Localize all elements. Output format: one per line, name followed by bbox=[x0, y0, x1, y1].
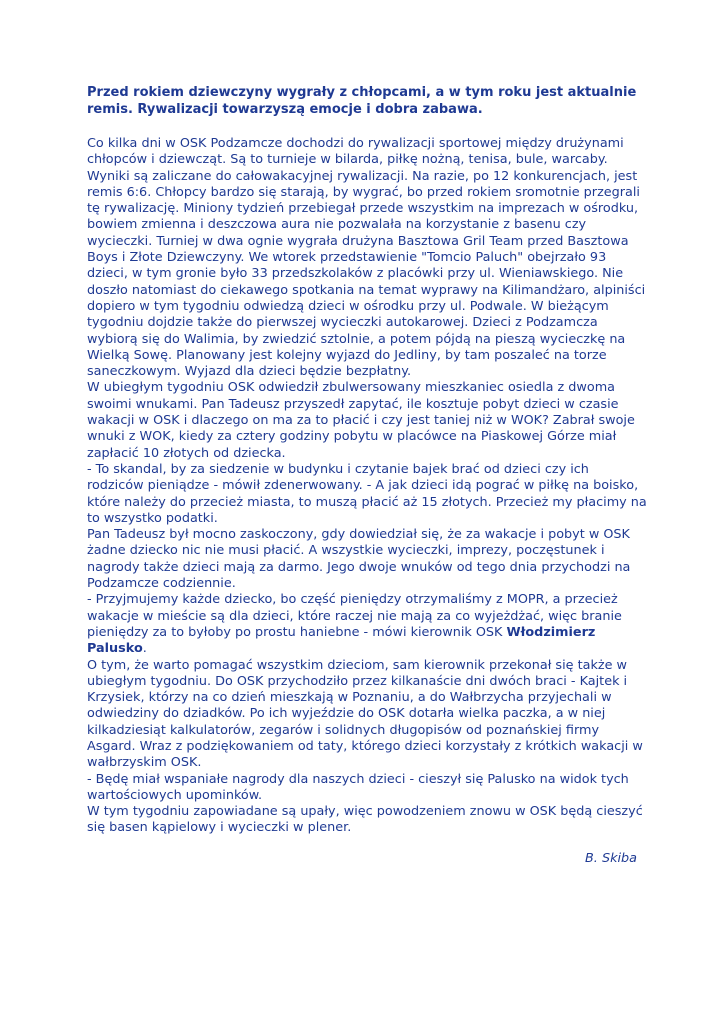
article-lead: Przed rokiem dziewczyny wygrały z chłopcami, a w tym roku jest aktualnie remis. Rywalizacji towarzyszą emocje i dobra zabawa. bbox=[87, 85, 637, 117]
quote-speaker-name: Włodzimierz Palusko bbox=[87, 624, 596, 657]
article-paragraph: W ubiegłym tygodniu OSK odwiedził zbulwersowany mieszkaniec osiedla z dwoma swoimi wnukami. Pan Tadeusz przyszedł zapytać, ile kosztuje pobyt dzieci w czasie wakacji w OSK i dlaczego on ma za to płacić i czy jest taniej niż w WOK? Zabrał swoje wnuki z WOK, kiedy za cztery godziny pobytu w placówce na Piaskowej Górze miał zapłacić 10 złotych od dziecka. bbox=[87, 380, 635, 461]
article-paragraph: - To skandal, by za siedzenie w budynku i czytanie bajek brać od dzieci czy ich rodziców pieniądze - mówił zdenerwowany. - A jak dzieci idą pograć w piłkę na boisko, które należy do przecież miasta, to muszą płacić aż 15 złotych. Przecież my płacimy na to wszystko podatki. bbox=[87, 461, 647, 526]
author-byline: B. Skiba bbox=[585, 851, 637, 866]
article-paragraph: O tym, że warto pomagać wszystkim dzieciom, sam kierownik przekonał się także w ubiegłym tygodniu. Do OSK przychodziło przez kilkanaście dni dwóch braci - Kajtek i Krzysiek, którzy na co dzień mieszkają w Poznaniu, a do Wałbrzycha przyjechali w odwiedziny do dziadków. Po ich wyjeździe do OSK dotarła wielka paczka, a w niej kilkadziesiąt kalkulatorów, zegarów i solidnych długopisów od poznańskiej firmy Asgard. Wraz z podziękowaniem od taty, którego dzieci korzystały z krótkich wakacji w wałbrzyskim OSK. bbox=[87, 657, 643, 771]
article-paragraph: Pan Tadeusz był mocno zaskoczony, gdy dowiedział się, że za wakacje i pobyt w OSK żadne dziecko nic nie musi płacić. A wszystkie wycieczki, imprezy, poczęstunek i nagrody także dzieci mają za darmo. Jego dwoje wnuków od tego dnia przychodzi na Podzamcze codziennie. bbox=[87, 527, 631, 592]
quote-end: . bbox=[142, 641, 147, 657]
article-paragraph: W tym tygodniu zapowiadane są upały, więc powodzeniem znowu w OSK będą cieszyć się basen kąpielowy i wycieczki w plener. bbox=[87, 804, 643, 836]
article-quote bbox=[87, 592, 647, 657]
quote-text: - Przyjmujemy każde dziecko, bo część pieniędzy otrzymaliśmy z MOPR, a przecież wakacje w mieście są dla dzieci, które raczej nie mają za co wyjeżdżać, więc branie pieniędzy za to byłoby po prostu haniebne - mówi kierownik OSK bbox=[87, 592, 622, 640]
article-paragraph: - Będę miał wspaniałe nagrody dla naszych dzieci - cieszył się Palusko na widok tych wartościowych upominków. bbox=[87, 771, 629, 803]
article-body bbox=[87, 136, 647, 837]
article-paragraph: Co kilka dni w OSK Podzamcze dochodzi do rywalizacji sportowej między drużynami chłopców i dziewcząt. Są to turnieje w bilarda, piłkę nożną, tenisa, bule, warcaby. Wyniki są zaliczane do całowakacyjnej rywalizacji. Na razie, po 12 konkurencjach, jest remis 6:6. Chłopcy bardzo się starają, by wygrać, bo przed rokiem sromotnie przegrali tę rywalizację. Miniony tydzień przebiegał przede wszystkim na imprezach w ośrodku, bowiem zmienna i deszczowa aura nie pozwalała na korzystanie z basenu czy wycieczki. Turniej w dwa ognie wygrała drużyna Basztowa Gril Team przed Basztowa Boys i Złote Dziewczyny. We wtorek przedstawienie "Tomcio Paluch" obejrzało 93 dzieci, w tym gronie było 33 przedszkolaków z placówki przy ul. Wieniawskiego. Nie doszło natomiast do ciekawego spotkania na temat wyprawy na Kilimandżaro, alpiniści dopiero w tym tygodniu odwiedzą dzieci w ośrodku przy ul. Podwale. W bieżącym tygodniu dojdzie także do pierwszej wycieczki autokarowej. Dzieci z Podzamcza wybiorą się do Walimia, by zwiedzić sztolnie, a potem pójdą na pieszą wycieczkę na Wielką Sowę. Planowany jest kolejny wyjazd do Jedliny, by tam poszaleć na torze saneczkowym. Wyjazd dla dzieci będzie bezpłatny. bbox=[87, 136, 646, 380]
